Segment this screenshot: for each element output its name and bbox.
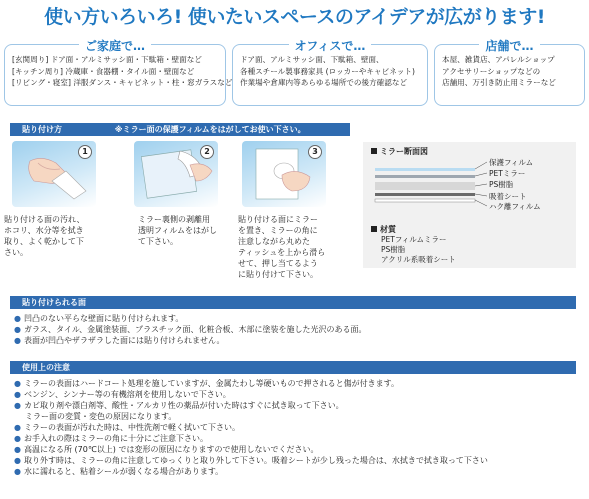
idea-office-item: ドア面、アルミサッシ面、下駄箱、壁面、	[240, 55, 384, 64]
list-item	[14, 389, 488, 400]
step-1-illustration	[12, 141, 96, 207]
page-banner	[0, 0, 589, 34]
bullet-dot-icon: ●	[14, 456, 21, 465]
layer-diagram	[363, 142, 576, 222]
list-item-text: お手入れの際はミラーの角に十分にご注意下さい。	[23, 434, 208, 443]
step-1-text: 貼り付ける面の汚れ、 ホコリ、水分等を拭き 取り、よく乾かして下 さい。	[4, 215, 85, 257]
idea-store-item: 店舗用、万引き防止用ミラーなど	[442, 78, 556, 87]
idea-office-item: 作業場や倉庫内等あらゆる場所での後方確認など	[240, 78, 408, 87]
list-item-text: 表面が凹凸やザラザラした面には貼り付けられません。	[23, 336, 225, 345]
step-1	[0, 141, 110, 258]
layer-label: PS樹脂	[489, 180, 514, 189]
layer-label: PETミラー	[489, 169, 526, 178]
list-item-text: ガラス、タイル、金属塗装面、プラスチック面、化粧合板、木部に塗装を施した光沢のある面。	[23, 325, 367, 334]
layer-pet-mirror	[375, 175, 475, 178]
surfaces-title: 貼り付けられる面	[22, 298, 86, 307]
material-title: 材質	[371, 224, 396, 235]
bullet-dot-icon: ●	[14, 434, 21, 443]
list-item-text: 水に濡れると、粘着シールが弱くなる場合があります。	[23, 467, 224, 476]
howto-section-bar	[10, 123, 350, 136]
list-item	[14, 324, 367, 335]
layer-label: 吸着シート	[489, 192, 527, 201]
list-item	[14, 400, 488, 411]
bullet-dot-icon: ●	[14, 401, 21, 410]
material-line: アクリル系吸着シート	[381, 255, 456, 264]
list-item-text: 凹凸のない平らな壁面に貼り付けられます。	[23, 314, 184, 323]
list-item-text: ベンジン、シンナー等の有機溶剤を使用しないで下さい。	[23, 390, 231, 399]
list-item	[14, 335, 367, 346]
step-3	[230, 141, 340, 280]
bullet-dot-icon: ●	[14, 379, 21, 388]
bullet-dot-icon: ●	[14, 314, 21, 323]
step-2-illustration	[134, 141, 218, 207]
list-item-text: カビ取り剤や漂白剤等、酸性・アルカリ性の薬品が付いた時はすぐに拭き取って下さい。	[23, 401, 344, 410]
bullet-dot-icon: ●	[14, 390, 21, 399]
bullet-dot-icon: ●	[14, 445, 21, 454]
list-item	[14, 433, 488, 444]
list-item-text: 高温になる所 (70℃以上) では変形の原因になりますので使用しないでください。	[23, 445, 319, 454]
cautions-title: 使用上の注意	[22, 363, 70, 372]
idea-store-item: アクセサリーショップなどの	[442, 66, 541, 76]
step-1-number: 1	[78, 145, 92, 159]
layer-release-film	[375, 199, 475, 202]
step-2-number: 2	[200, 145, 214, 159]
list-item	[14, 313, 367, 324]
step-3-illustration	[242, 141, 326, 207]
layer-label: ハク離フィルム	[489, 202, 541, 211]
cautions-list	[14, 378, 488, 477]
idea-box-home	[4, 39, 233, 106]
layer-protective-film	[375, 168, 475, 171]
idea-home-title: ご家庭で…	[79, 38, 151, 54]
bullet-dot-icon: ●	[14, 336, 21, 345]
step-3-number: 3	[308, 145, 322, 159]
mirror-cross-section-title: ミラー断面図	[371, 146, 428, 157]
idea-box-office	[232, 39, 428, 106]
howto-title: 貼り付け方	[22, 125, 62, 134]
banner-title: 使い方いろいろ! 使いたいスペースのアイデアが広がります!	[44, 6, 545, 28]
list-item-text: ミラーの表面が汚れた時は、中性洗剤で軽く拭いて下さい。	[23, 423, 240, 432]
material-line: PS樹脂	[381, 245, 406, 254]
step-2-text: ミラー裏側の剥離用 透明フィルムをはがし て下さい。	[138, 215, 218, 246]
surfaces-section-bar	[10, 296, 576, 309]
step-2	[122, 141, 232, 247]
idea-store-item: 本屋、雑貨店、アパレルショップ	[442, 55, 555, 64]
bullet-dot-icon: ●	[14, 467, 21, 476]
layer-label: 保護フィルム	[489, 158, 534, 167]
idea-box-store	[434, 39, 585, 106]
material-line: PETフィルムミラー	[381, 235, 447, 244]
list-item	[14, 411, 488, 422]
layer-adhesive-sheet	[375, 193, 475, 196]
surfaces-list	[14, 313, 367, 346]
list-item	[14, 466, 488, 477]
list-item-text: ミラーの表面はハードコート処理を施していますが、金属たわし等硬いもので押されると傷が付きます。	[23, 379, 400, 388]
idea-home-item: [玄関周り] ドア面・アルミサッシ面・下駄箱・壁面など	[12, 55, 202, 64]
usage-ideas	[4, 38, 585, 108]
layer-ps-resin	[375, 182, 475, 190]
cautions-section-bar	[10, 361, 576, 374]
idea-store-title: 店舗で…	[479, 38, 539, 54]
bullet-dot-icon: ●	[14, 423, 21, 432]
list-item	[14, 422, 488, 433]
list-item-text: 取り外す時は、ミラーの角に注意してゆっくりと取り外して下さい。吸着シートが少し残った場合は、水拭きで拭き取って下さい	[23, 456, 488, 465]
list-item-text: ミラー面の変質・変色の原因になります。	[25, 412, 177, 421]
step-3-text: 貼り付ける面にミラー を置き、ミラーの角に 注意しながら丸めた ティッシュを上から滑ら せて、押し当てるよう に貼り付けて下さい。	[238, 215, 326, 279]
mirror-cross-section-panel	[363, 142, 576, 268]
bullet-dot-icon: ●	[14, 325, 21, 334]
howto-note: ※ミラー面の保護フィルムをはがしてお使い下さい。	[114, 125, 306, 134]
list-item	[14, 378, 488, 389]
idea-office-title: オフィスで…	[289, 38, 372, 54]
list-item	[14, 444, 488, 455]
idea-office-item: 各種スチール製事務家具 (ロッカーやキャビネット)	[240, 66, 415, 76]
square-bullet-icon	[371, 226, 377, 232]
list-item	[14, 455, 488, 466]
idea-home-item: [リビング・寝室] 洋服ダンス・キャビネット・柱・窓ガラスなど	[12, 78, 233, 87]
idea-home-item: [キッチン周り] 冷蔵庫・食器棚・タイル面・壁面など	[12, 66, 195, 76]
